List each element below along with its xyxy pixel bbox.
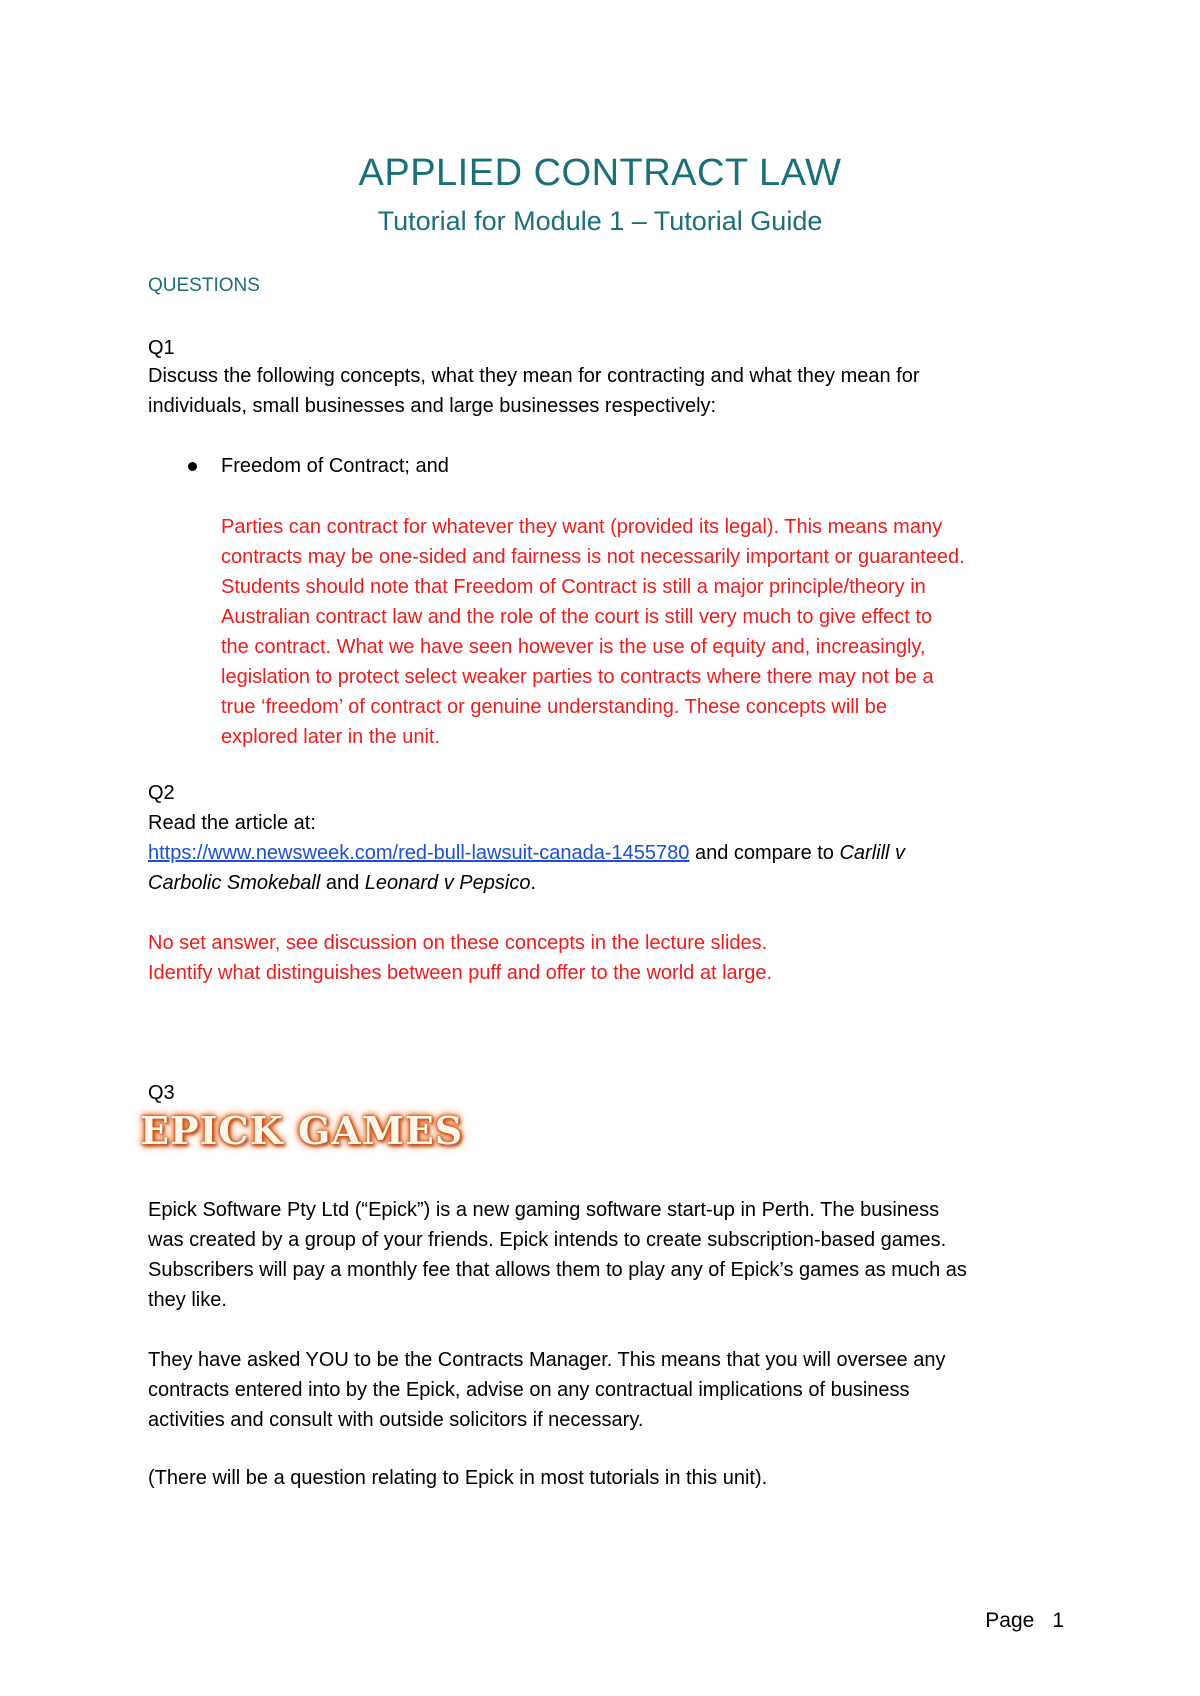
- q2-cases-line: [148, 868, 536, 898]
- q3-para-line: contracts entered into by the Epick, advise on any contractual implications of business: [148, 1379, 910, 1401]
- q3-paragraph-1: [148, 1195, 967, 1315]
- page-footer: [985, 1609, 1064, 1633]
- section-heading: QUESTIONS: [148, 275, 260, 296]
- q1-answer-line: the contract. What we have seen however is the use of equity and, increasingly,: [221, 636, 926, 658]
- q2-answer: [148, 928, 772, 988]
- q2-label: Q2: [148, 782, 175, 804]
- q1-bullet-text: Freedom of Contract; and: [221, 455, 449, 477]
- epick-games-logo: EPICK GAMES: [140, 1108, 464, 1153]
- q1-answer-line: explored later in the unit.: [221, 726, 441, 748]
- q2-period: .: [530, 872, 537, 894]
- q2-answer-line: Identify what distinguishes between puff and offer to the world at large.: [148, 962, 773, 984]
- q1-prompt-line: individuals, small businesses and large businesses respectively:: [148, 395, 717, 417]
- case-carlill-part1: Carlill v: [839, 842, 906, 864]
- q3-para-line: Epick Software Pty Ltd (“Epick”) is a new gaming software start-up in Perth. The business: [148, 1199, 940, 1221]
- case-leonard-pepsico: Leonard v Pepsico: [364, 872, 531, 894]
- q3-para-line: they like.: [148, 1289, 227, 1311]
- document-title: APPLIED CONTRACT LAW: [358, 152, 842, 194]
- q2-and-text: and: [320, 872, 365, 894]
- q1-answer-line: contracts may be one-sided and fairness is not necessarily important or guaranteed.: [221, 546, 965, 568]
- q1-prompt: [148, 361, 920, 421]
- q1-answer-line: legislation to protect select weaker parties to contracts where there may not be a: [221, 666, 934, 688]
- q3-paragraph-3: (There will be a question relating to Epick in most tutorials in this unit).: [148, 1467, 768, 1489]
- q1-answer-line: true ‘freedom’ of contract or genuine understanding. These concepts will be: [221, 696, 887, 718]
- q2-intro: Read the article at:: [148, 812, 316, 834]
- q2-compare-text: and compare to: [689, 842, 840, 864]
- q1-answer-line: Australian contract law and the role of the court is still very much to give effect to: [221, 606, 933, 628]
- q3-paragraph-2: [148, 1345, 945, 1435]
- page-number: 1: [1052, 1609, 1064, 1632]
- q1-label: Q1: [148, 337, 175, 359]
- q1-answer-line: Students should note that Freedom of Contract is still a major principle/theory in: [221, 576, 926, 598]
- page-label: Page: [985, 1609, 1035, 1632]
- case-carlill-part2: Carbolic Smokeball: [148, 872, 321, 894]
- q3-label: Q3: [148, 1082, 175, 1104]
- q3-para-line: was created by a group of your friends. Epick intends to create subscription-based games.: [148, 1229, 947, 1251]
- q1-answer-line: Parties can contract for whatever they want (provided its legal). This means many: [221, 516, 943, 538]
- document-subtitle: Tutorial for Module 1 – Tutorial Guide: [377, 206, 823, 236]
- q2-link-line: [148, 838, 905, 868]
- newsweek-article-link[interactable]: https://www.newsweek.com/red-bull-lawsuit-canada-1455780: [148, 842, 690, 864]
- q3-para-line: activities and consult with outside solicitors if necessary.: [148, 1409, 644, 1431]
- q1-prompt-line: Discuss the following concepts, what they mean for contracting and what they mean for: [148, 365, 920, 387]
- q3-para-line: They have asked YOU to be the Contracts Manager. This means that you will oversee any: [148, 1349, 946, 1371]
- q2-answer-line: No set answer, see discussion on these concepts in the lecture slides.: [148, 932, 768, 954]
- q3-para-line: Subscribers will pay a monthly fee that allows them to play any of Epick’s games as much as: [148, 1259, 967, 1281]
- q1-answer: [221, 512, 965, 752]
- bullet-icon: [188, 462, 197, 471]
